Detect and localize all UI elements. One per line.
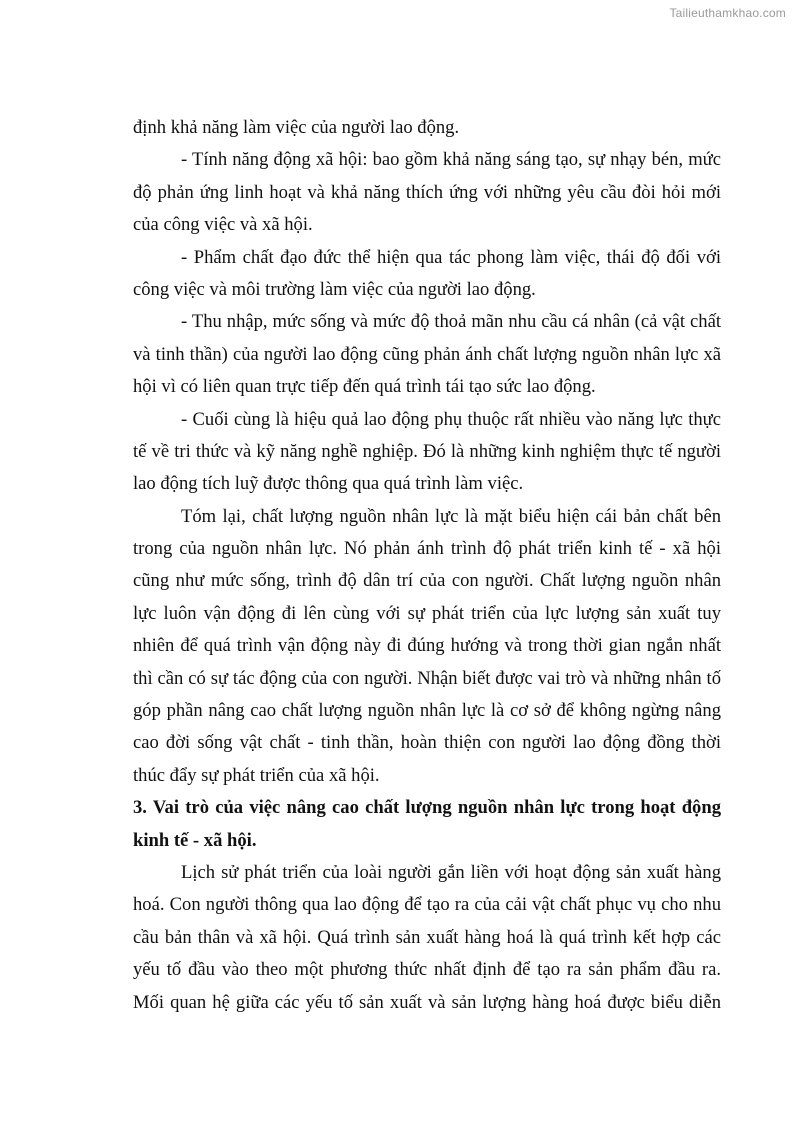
text-line: công việc và môi trường làm việc của người lao động. — [133, 278, 536, 300]
paragraph — [133, 112, 721, 144]
text-line: cầu bản thân và xã hội. Quá trình sản xuất hàng hoá là quá trình kết hợp các — [133, 926, 721, 948]
text-line: cao đời sống vật chất - tinh thần, hoàn thiện con người lao động đồng thời — [133, 732, 721, 754]
text-line: yếu tố đầu vào theo một phương thức nhất định để tạo ra sản phẩm đầu ra. — [133, 959, 721, 981]
text-line: của công việc và xã hội. — [133, 214, 313, 236]
text-line: Tóm lại, chất lượng nguồn nhân lực là mặt biểu hiện cái bản chất bên — [181, 505, 721, 527]
paragraph-bullet-efficiency — [133, 404, 721, 501]
text-line: hoá. Con người thông qua lao động để tạo ra của cải vật chất phục vụ cho nhu — [133, 894, 721, 916]
paragraph-summary — [133, 501, 721, 793]
text-line: - Thu nhập, mức sống và mức độ thoả mãn nhu cầu cá nhân (cả vật chất — [181, 311, 721, 333]
text-line: hội vì có liên quan trực tiếp đến quá trình tái tạo sức lao động. — [133, 376, 596, 398]
text-line: - Phẩm chất đạo đức thể hiện qua tác phong làm việc, thái độ đối với — [181, 246, 721, 268]
paragraph-bullet-income — [133, 306, 721, 403]
watermark: Tailieuthamkhao.com — [669, 6, 786, 20]
paragraph-history — [133, 857, 721, 1019]
text-line: định khả năng làm việc của người lao động. — [133, 117, 460, 138]
paragraph-bullet-ethics — [133, 242, 721, 307]
text-line: Mối quan hệ giữa các yếu tố sản xuất và sản lượng hàng hoá được biểu diễn — [133, 991, 721, 1013]
text-line: và tinh thần) của người lao động cũng phản ánh chất lượng nguồn nhân lực xã — [133, 343, 721, 365]
section-heading — [133, 792, 721, 857]
text-line: tế về tri thức và kỹ năng nghề nghiệp. Đó là những kinh nghiệm thực tế người — [133, 440, 721, 462]
text-line: độ phản ứng linh hoạt và khả năng thích ứng với những yêu cầu đòi hỏi mới — [133, 181, 721, 203]
text-line: cũng như mức sống, trình độ dân trí của con người. Chất lượng nguồn nhân — [133, 570, 721, 592]
text-line: lao động tích luỹ được thông qua quá trình làm việc. — [133, 473, 524, 495]
text-line: thúc đẩy sự phát triển của xã hội. — [133, 764, 380, 786]
paragraph-bullet-social-dynamism — [133, 144, 721, 241]
heading-line: kinh tế - xã hội. — [133, 829, 257, 851]
heading-line: 3. Vai trò của việc nâng cao chất lượng nguồn nhân lực trong hoạt động — [133, 797, 721, 819]
text-line: Lịch sử phát triển của loài người gắn liền với hoạt động sản xuất hàng — [181, 861, 721, 883]
text-line: nhiên để quá trình vận động này đi đúng hướng và trong thời gian ngắn nhất — [133, 635, 721, 657]
text-line: góp phần nâng cao chất lượng nguồn nhân lực là cơ sở để không ngừng nâng — [133, 700, 721, 722]
text-line: trong của nguồn nhân lực. Nó phản ánh trình độ phát triển kinh tế - xã hội — [133, 538, 721, 560]
text-line: lực luôn vận động đi lên cùng với sự phát triển của lực lượng sản xuất tuy — [133, 602, 721, 624]
text-line: thì cần có sự tác động của con người. Nhận biết được vai trò và những nhân tố — [133, 667, 721, 689]
text-line: - Tính năng động xã hội: bao gồm khả năng sáng tạo, sự nhạy bén, mức — [181, 149, 721, 171]
document-page — [133, 112, 721, 1019]
text-line: - Cuối cùng là hiệu quả lao động phụ thuộc rất nhiều vào năng lực thực — [181, 408, 721, 430]
